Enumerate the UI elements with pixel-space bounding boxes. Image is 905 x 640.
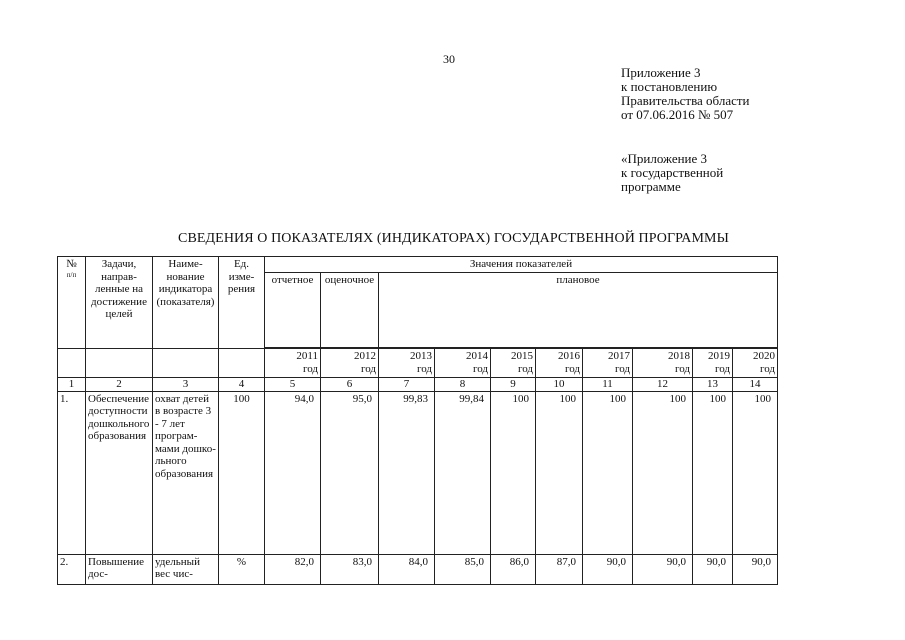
year-header: 2013 год	[379, 348, 435, 377]
value-cell: 99,83	[379, 391, 435, 554]
year-header: 2019 год	[693, 348, 733, 377]
header-unit: Ед. измерения	[219, 257, 265, 349]
empty-cell	[86, 348, 153, 377]
header-num: № п/п	[58, 257, 86, 349]
year-header: 2012 год	[321, 348, 379, 377]
value-cell: 90,0	[733, 554, 778, 584]
value-cell: 95,0	[321, 391, 379, 554]
indicators-table	[57, 256, 778, 585]
year-header: 2016 год	[536, 348, 583, 377]
row-task: Обеспечение доступности дошкольного образования	[86, 391, 153, 554]
annex-line: к государственной	[621, 165, 724, 180]
annex-approval-block	[621, 66, 750, 122]
year-header: 2017 год	[583, 348, 633, 377]
year-header: 2014 год	[435, 348, 491, 377]
year-header: 2020 год	[733, 348, 778, 377]
value-cell: 99,84	[435, 391, 491, 554]
value-cell: 100	[633, 391, 693, 554]
header-tasks: Задачи, направленные на достижение целей	[86, 257, 153, 349]
column-number: 9	[491, 377, 536, 391]
value-cell: 83,0	[321, 554, 379, 584]
row-task: Повышение дос-	[86, 554, 153, 584]
annex-line: «Приложение 3	[621, 151, 708, 166]
column-number-row	[58, 377, 778, 391]
row-number: 2.	[58, 554, 86, 584]
empty-cell	[153, 348, 219, 377]
row-indicator: охват детей в возрасте 3 - 7 лет программами дошкольного образования	[153, 391, 219, 554]
annex-line: программе	[621, 179, 681, 194]
column-number: 14	[733, 377, 778, 391]
empty-cell	[219, 348, 265, 377]
annex-line: от 07.06.2016 № 507	[621, 107, 734, 122]
year-header: 2015 год	[491, 348, 536, 377]
value-cell: 100	[536, 391, 583, 554]
row-indicator: удельный вес чис-	[153, 554, 219, 584]
value-cell: 82,0	[265, 554, 321, 584]
column-number: 12	[633, 377, 693, 391]
value-cell: 90,0	[583, 554, 633, 584]
table-row	[58, 554, 778, 584]
value-cell: 100	[693, 391, 733, 554]
value-cell: 84,0	[379, 554, 435, 584]
value-cell: 87,0	[536, 554, 583, 584]
column-number: 7	[379, 377, 435, 391]
year-header: 2018 год	[633, 348, 693, 377]
header-indicator: Наименование индикатора (показателя)	[153, 257, 219, 349]
value-cell: 90,0	[693, 554, 733, 584]
page-number: 30	[443, 52, 455, 66]
row-unit: %	[219, 554, 265, 584]
empty-cell	[58, 348, 86, 377]
header-reported: отчетное	[265, 272, 321, 347]
annex-line: Приложение 3	[621, 65, 701, 80]
column-number: 8	[435, 377, 491, 391]
column-number: 11	[583, 377, 633, 391]
document-title: СВЕДЕНИЯ О ПОКАЗАТЕЛЯХ (ИНДИКАТОРАХ) ГОСУДАРСТВЕННОЙ ПРОГРАММЫ	[178, 231, 729, 246]
header-estimated: оценочное	[321, 272, 379, 347]
row-unit: 100	[219, 391, 265, 554]
annex-line: к постановлению	[621, 79, 718, 94]
column-number: 3	[153, 377, 219, 391]
annex-line: Правительства области	[621, 93, 750, 108]
year-header: 2011 год	[265, 348, 321, 377]
value-cell: 85,0	[435, 554, 491, 584]
value-cell: 94,0	[265, 391, 321, 554]
annex-program-block	[621, 152, 723, 194]
column-number: 1	[58, 377, 86, 391]
value-cell: 100	[733, 391, 778, 554]
column-number: 2	[86, 377, 153, 391]
value-cell: 86,0	[491, 554, 536, 584]
value-cell: 90,0	[633, 554, 693, 584]
row-number: 1.	[58, 391, 86, 554]
value-cell: 100	[583, 391, 633, 554]
header-planned: плановое	[379, 272, 778, 347]
column-number: 4	[219, 377, 265, 391]
column-number: 10	[536, 377, 583, 391]
column-number: 6	[321, 377, 379, 391]
table-row	[58, 391, 778, 554]
years-row	[58, 348, 778, 377]
header-values: Значения показателей	[265, 257, 778, 273]
column-number: 13	[693, 377, 733, 391]
value-cell: 100	[491, 391, 536, 554]
column-number: 5	[265, 377, 321, 391]
